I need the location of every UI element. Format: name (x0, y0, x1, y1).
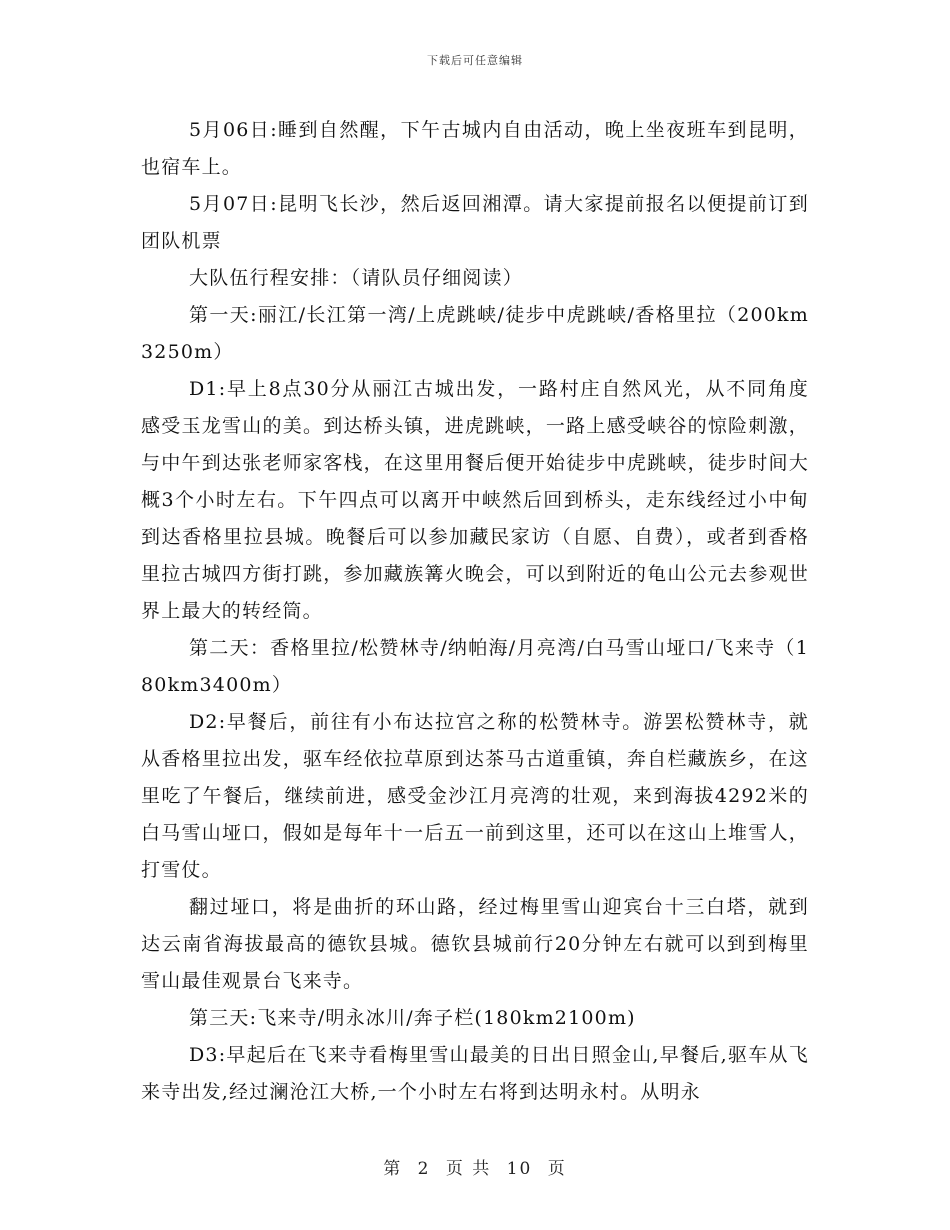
paragraph: D1:早上8点30分从丽江古城出发，一路村庄自然风光，从不同角度感受玉龙雪山的美。到达桥头镇，进虎跳峡，一路上感受峡谷的惊险刺激，与中午到达张老师家客栈，在这里用餐后便开始徒步中虎跳峡，徒步时间大概3个小时左右。下午四点可以离开中峡然后回到桥头，走东线经过小中甸到达香格里拉县城。晚餐后可以参加藏民家访（自愿、自费），或者到香格里拉古城四方街打跳，参加藏族篝火晚会，可以到附近的龟山公元去参观世界上最大的转经筒。 (141, 378, 809, 622)
total-page-count: 10 (506, 1159, 533, 1179)
section-heading: 大队伍行程安排：（请队员仔细阅读） (189, 267, 523, 289)
current-page-number: 2 (417, 1159, 431, 1179)
day-heading: 第三天:飞来寺/明永冰川/奔子栏(180km2100m) (189, 1007, 636, 1029)
day-heading: 第二天：香格里拉/松赞林寺/纳帕海/月亮湾/白马雪山垭口/飞来寺（180km3400m） (141, 637, 809, 696)
page-footer (0, 1154, 950, 1179)
paragraph: 5月06日:睡到自然醒，下午古城内自由活动，晚上坐夜班车到昆明，也宿车上。 (141, 119, 809, 178)
paragraph: D2:早餐后，前往有小布达拉宫之称的松赞林寺。游罢松赞林寺，就从香格里拉出发，驱车经依拉草原到达茶马古道重镇，奔自栏藏族乡，在这里吃了午餐后，继续前进，感受金沙江月亮湾的壮观，来到海拔4292米的白马雪山垭口，假如是每年十一后五一前到这里，还可以在这山上堆雪人，打雪仗。 (141, 711, 809, 881)
day-heading: 第一天:丽江/长江第一湾/上虎跳峡/徒步中虎跳峡/香格里拉（200km3250m） (141, 304, 809, 363)
paragraph: D3:早起后在飞来寺看梅里雪山最美的日出日照金山,早餐后,驱车从飞来寺出发,经过澜沧江大桥,一个小时左右将到达明永村。从明永 (141, 1044, 809, 1103)
footer-suffix: 页 (547, 1159, 567, 1179)
footer-prefix: 第 (383, 1159, 403, 1179)
paragraph: 翻过垭口，将是曲折的环山路，经过梅里雪山迎宾台十三白塔，就到达云南省海拔最高的德钦县城。德钦县城前行20分钟左右就可以到到梅里雪山最佳观景台飞来寺。 (141, 896, 809, 992)
paragraph: 5月07日:昆明飞长沙，然后返回湘潭。请大家提前报名以便提前订到团队机票 (141, 193, 809, 252)
document-body (141, 112, 809, 1111)
footer-middle: 页 共 (445, 1159, 492, 1179)
page-header: 下载后可任意编辑 (427, 54, 523, 67)
